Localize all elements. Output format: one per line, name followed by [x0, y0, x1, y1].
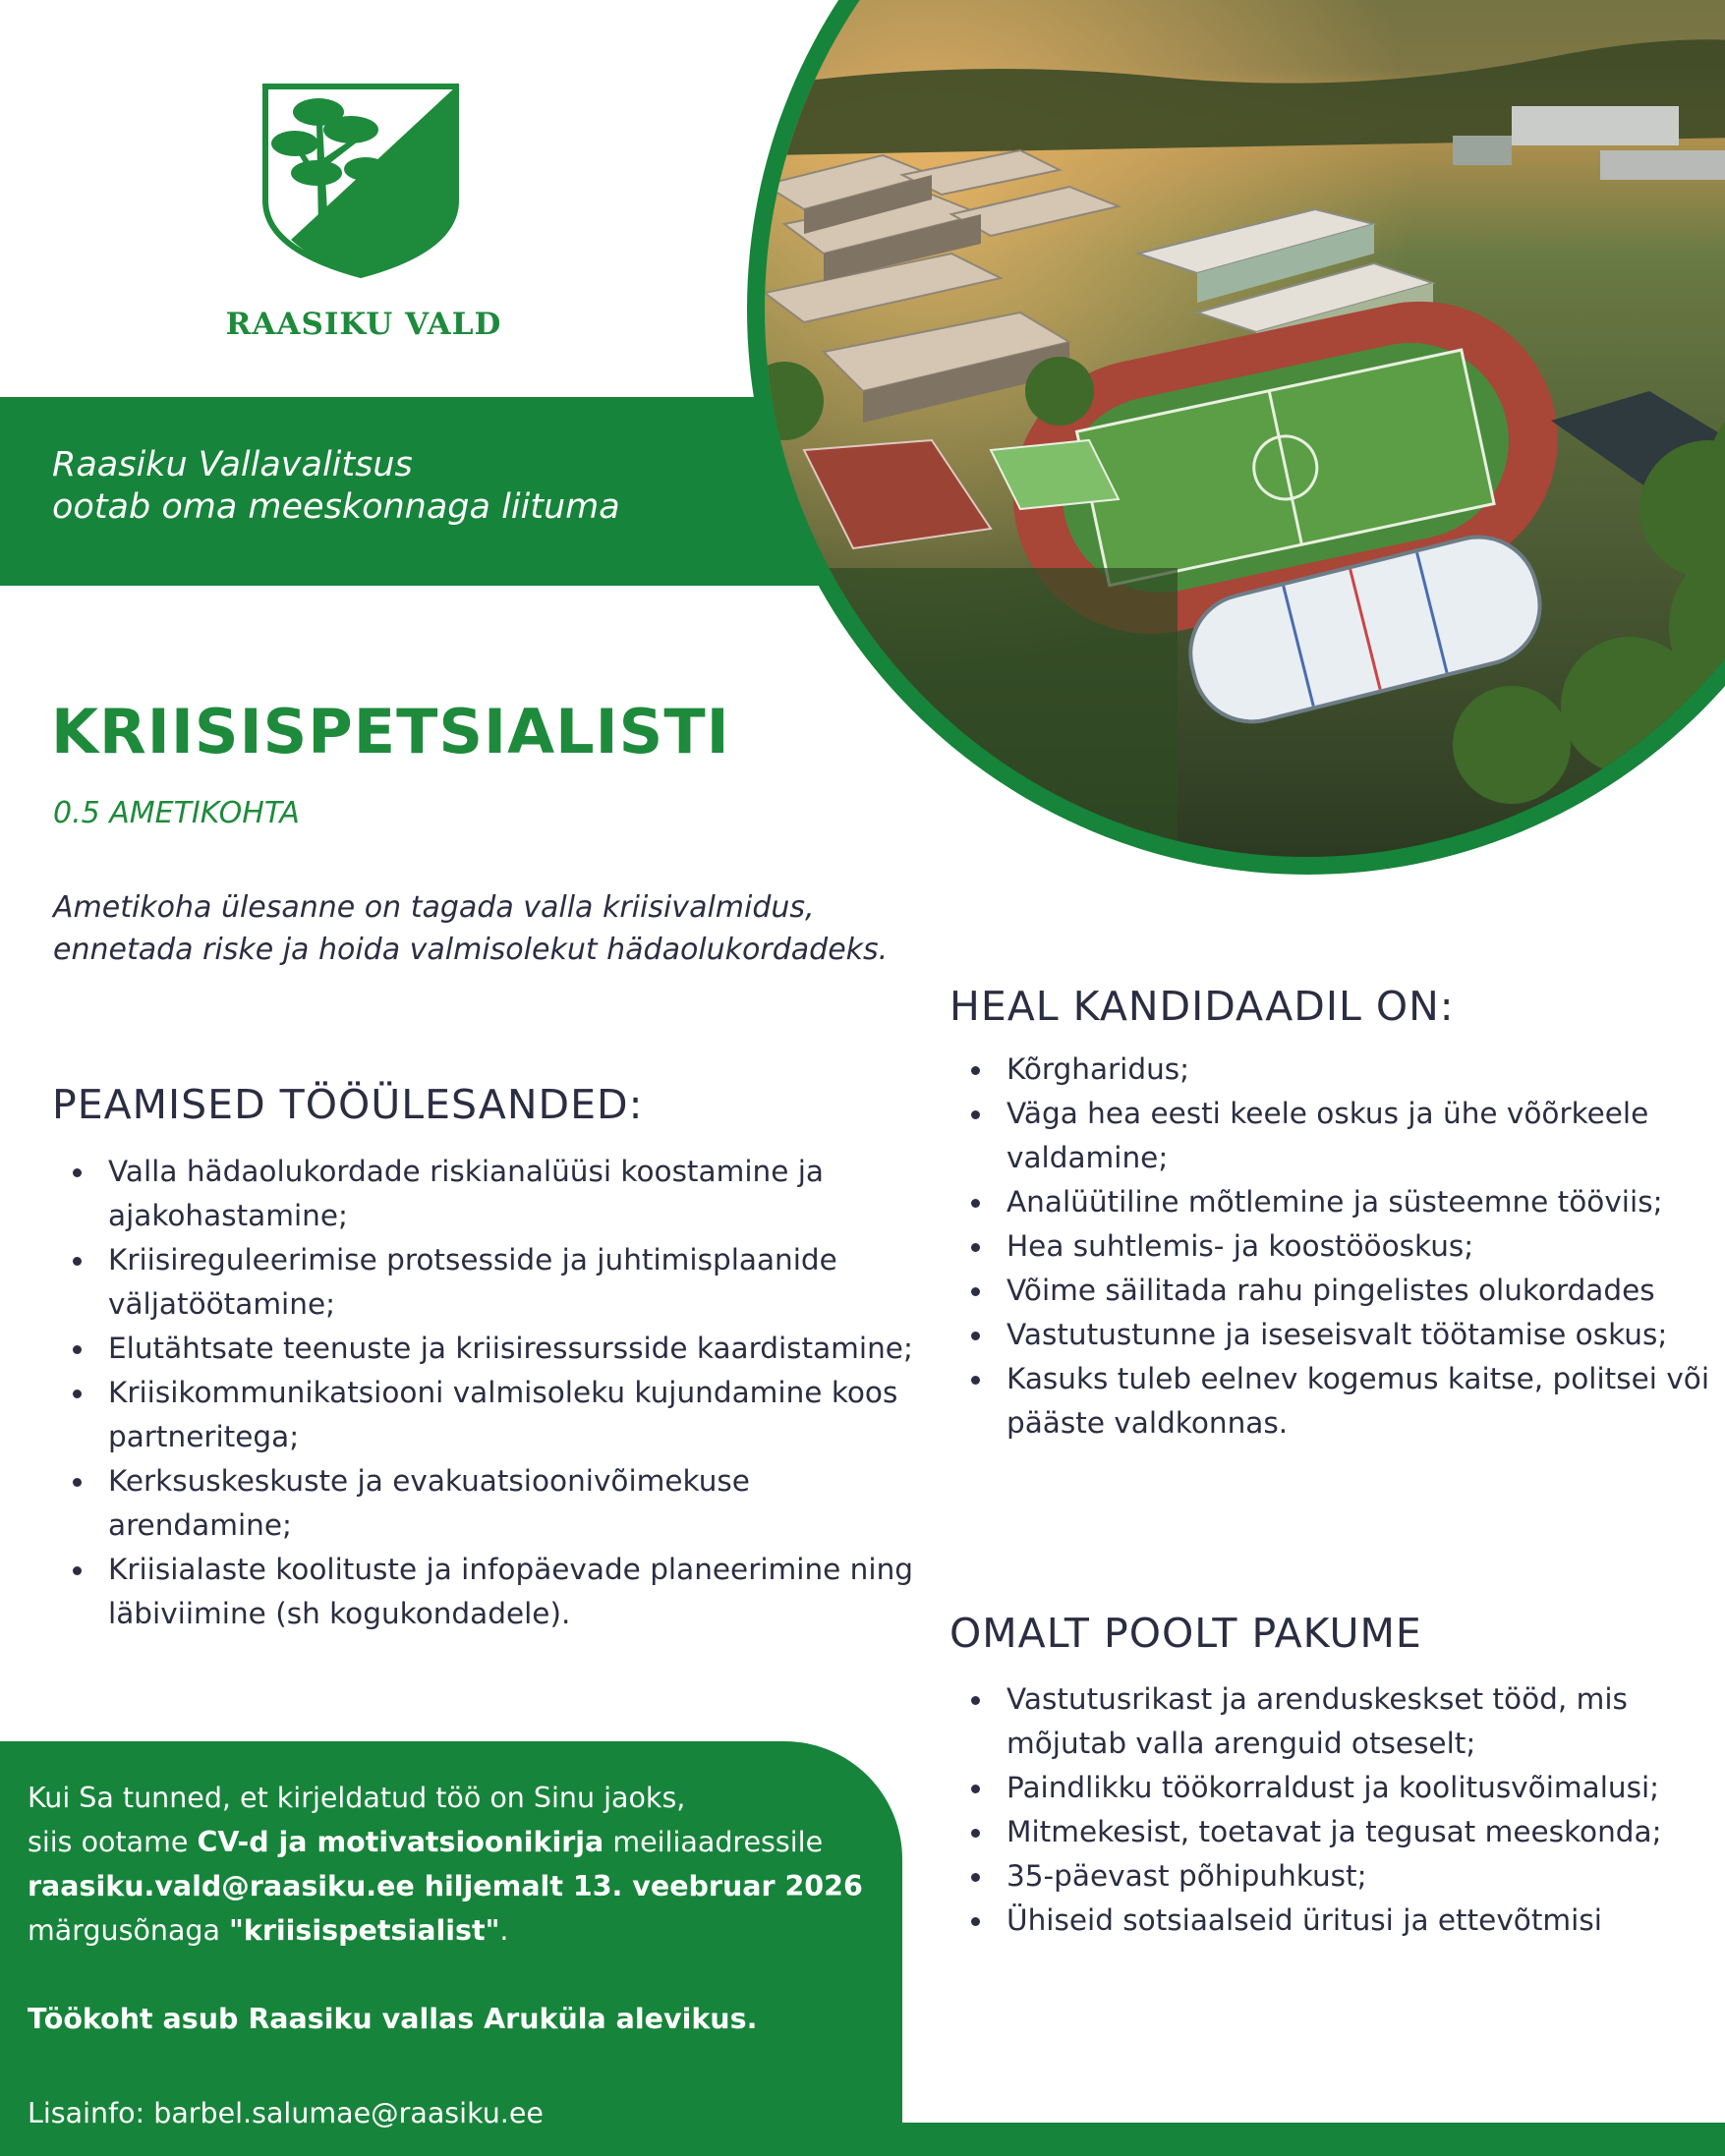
duties-list — [55, 1150, 920, 1636]
location-line — [28, 1997, 892, 2041]
contact-line-4 — [28, 1908, 892, 1953]
list-item: Kõrgharidus; — [953, 1048, 1710, 1092]
contact-text-span: märgusõnaga — [28, 1914, 230, 1947]
list-item: Vastutustunne ja iseseisvalt töötamise oskus; — [953, 1313, 1710, 1357]
pine-tree-shield-icon — [258, 83, 464, 279]
email-and-deadline[interactable]: raasiku.vald@raasiku.ee hiljemalt 13. veebruar 2026 — [28, 1870, 863, 1902]
job-title: KRIISISPETSIALISTI — [51, 696, 730, 767]
intro-line-2: ootab oma meeskonnaga liituma — [52, 487, 620, 527]
candidate-list — [953, 1048, 1710, 1446]
list-item: Valla hädaolukordade riskianalüüsi koostamine ja ajakohastamine; — [55, 1150, 920, 1238]
duties-heading: PEAMISED TÖÖÜLESANDED: — [52, 1081, 644, 1128]
contact-line-1: Kui Sa tunned, et kirjeldatud töö on Sinu jaoks, — [28, 1782, 686, 1814]
list-item: Kerksuskeskuste ja evakuatsioonivõimekuse arendamine; — [55, 1459, 920, 1548]
list-item: Kasuks tuleb eelnev kogemus kaitse, politsei või pääste valdkonnas. — [953, 1357, 1710, 1446]
list-item: Kriisialaste koolituste ja infopäevade planeerimine ning läbiviimine (sh kogukondadele). — [55, 1548, 920, 1636]
list-item: Vastutusrikast ja arenduskeskset tööd, mis mõjutab valla arenguid otseselt; — [953, 1677, 1710, 1766]
list-item: Mitmekesist, toetavat ja tegusat meeskonda; — [953, 1810, 1710, 1854]
list-item: 35-päevast põhipuhkust; — [953, 1854, 1710, 1899]
aerial-stadium-photo — [765, 0, 1725, 857]
list-item: Analüütiline mõtlemine ja süsteemne tööviis; — [953, 1180, 1710, 1224]
list-item: Paindlikku töökorraldust ja koolitusvõimalusi; — [953, 1766, 1710, 1810]
list-item: Kriisikommunikatsiooni valmisoleku kujundamine koos partneritega; — [55, 1371, 920, 1459]
documents-required: CV-d ja motivatsioonikirja — [197, 1826, 604, 1858]
list-item: Kriisireguleerimise protsesside ja juhtimisplaanide väljatöötamine; — [55, 1238, 920, 1327]
brand-name: RAASIKU VALD — [225, 307, 502, 342]
list-item: Hea suhtlemis- ja koostööoskus; — [953, 1224, 1710, 1269]
job-location: Töökoht asub Raasiku vallas Aruküla alevikus. — [28, 2003, 758, 2035]
list-item: Võime säilitada rahu pingelistes olukordades — [953, 1269, 1710, 1313]
contact-text-span: siis ootame — [28, 1826, 198, 1858]
contact-text-span: meiliaadressile — [604, 1826, 824, 1858]
keyword: "kriisispetsialist" — [229, 1914, 500, 1947]
contact-text — [28, 1776, 892, 2135]
intro-line-1: Raasiku Vallavalitsus — [52, 445, 413, 484]
candidate-heading: HEAL KANDIDAADIL ON: — [949, 983, 1455, 1030]
bottom-stripe — [902, 2123, 1725, 2156]
contact-line-3 — [28, 1864, 892, 1908]
job-summary: Ametikoha ülesanne on tagada valla kriisivalmidus, ennetada riske ja hoida valmisolekut hädaolukordadeks. — [53, 890, 889, 967]
offer-list — [953, 1677, 1710, 1943]
spacer — [28, 1953, 892, 1997]
offer-heading: OMALT POOLT PAKUME — [949, 1610, 1422, 1657]
list-item: Väga hea eesti keele oskus ja ühe võõrkeele valdamine; — [953, 1092, 1710, 1180]
list-item: Elutähtsate teenuste ja kriisiressursside kaardistamine; — [55, 1327, 920, 1371]
spacer — [28, 2041, 892, 2085]
job-fraction: 0.5 AMETIKOHTA — [53, 796, 300, 830]
contact-line-2 — [28, 1820, 892, 1864]
contact-text-span: . — [499, 1914, 509, 1947]
intro-text — [52, 444, 740, 529]
more-info-line[interactable]: Lisainfo: barbel.salumae@raasiku.ee — [28, 2097, 544, 2129]
list-item: Ühiseid sotsiaalseid üritusi ja ettevõtmisi — [953, 1899, 1710, 1943]
